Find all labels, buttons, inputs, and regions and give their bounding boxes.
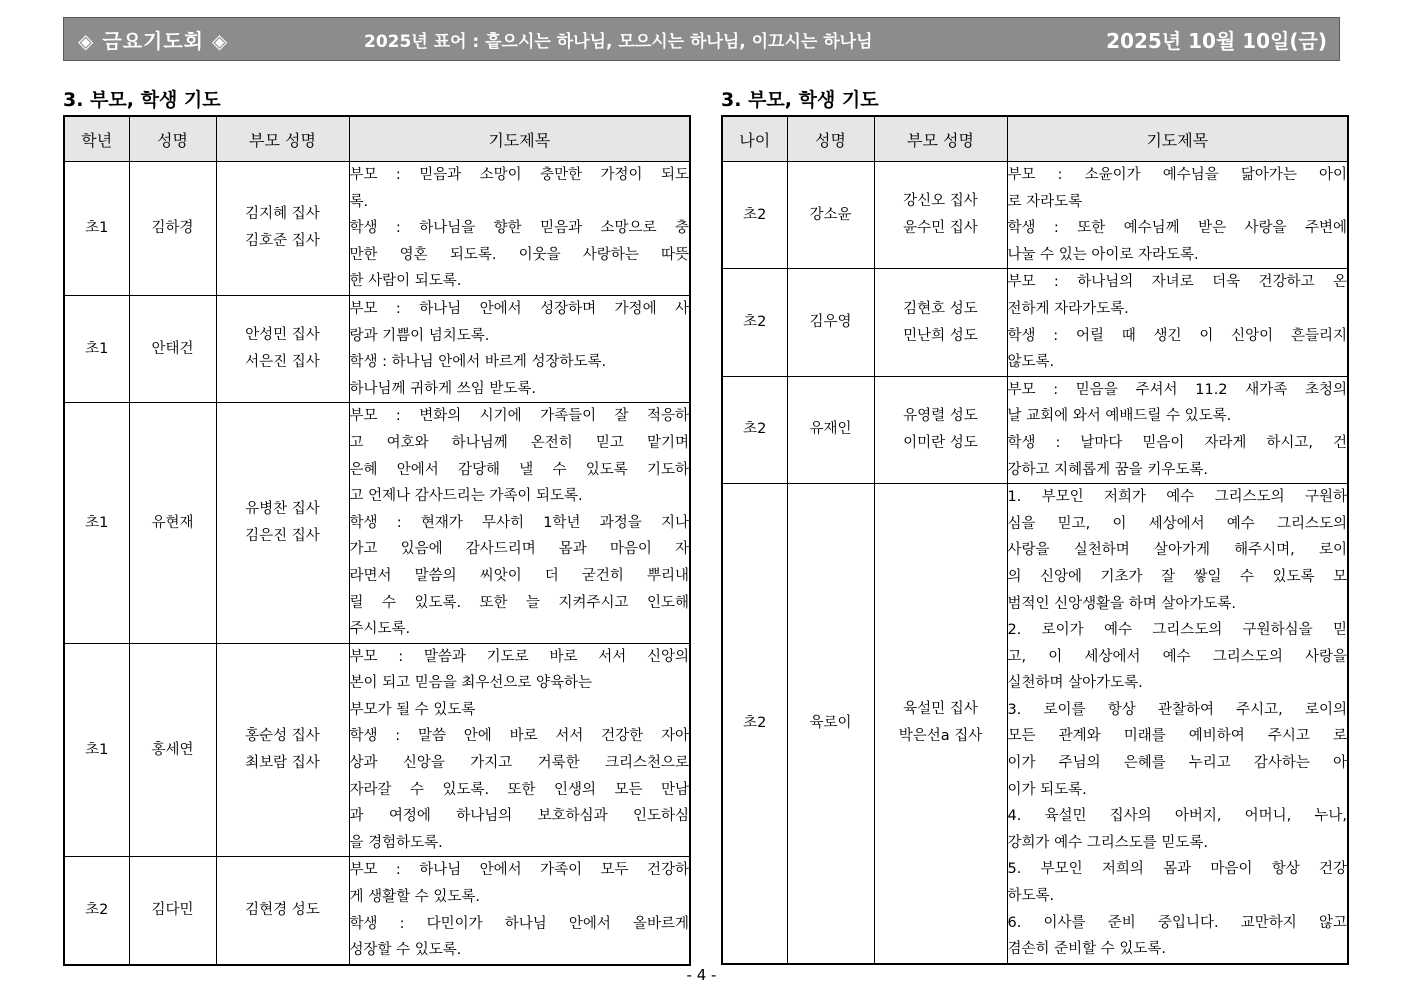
cell-name: 김다민: [129, 857, 216, 965]
cell-name: 육로이: [787, 484, 874, 964]
header-title: ◈ 금요기도회 ◈: [78, 28, 229, 53]
prayer-line: 2. 로이가 예수 그리스도의 구원하심을 믿: [1007, 622, 1347, 639]
right-section-title: 3. 부모, 학생 기도: [721, 89, 879, 111]
cell-name: 김하경: [129, 162, 216, 296]
table-row: [64, 857, 690, 965]
cell-name: 유재인: [787, 376, 874, 483]
prayer-line: 학생 : 다민이가 하나님 안에서 올바르게: [349, 915, 689, 932]
cell-prayer: [349, 162, 690, 296]
prayer-line: 과 여정에 하나님의 보호하심과 인도하심: [349, 808, 689, 825]
prayer-line: 자라갈 수 있도록. 또한 인생의 모든 만남: [349, 781, 689, 798]
prayer-line: 전하게 자라가도록.: [1007, 300, 1129, 317]
cell-grade: 초1: [64, 643, 129, 857]
parent-name: 이미란 성도: [903, 434, 978, 451]
parent-name: 서은진 집사: [245, 354, 320, 371]
prayer-line: 로 자라도록: [1007, 193, 1083, 210]
column-header-parents: 부모 성명: [874, 116, 1007, 162]
prayer-line: 한 사람이 되도록.: [349, 273, 462, 290]
cell-parents: [874, 376, 1007, 483]
prayer-line: 3. 로이를 항상 관찰하여 주시고, 로이의: [1007, 701, 1347, 718]
prayer-line: 게 생활할 수 있도록.: [349, 889, 480, 906]
prayer-line: 학생 : 하나님 안에서 바르게 성장하도록.: [349, 354, 607, 371]
prayer-line: 본이 되고 믿음을 최우선으로 양육하는: [349, 675, 593, 692]
prayer-line: 하나님께 귀하게 쓰임 받도록.: [349, 380, 537, 397]
table-row: [722, 162, 1348, 269]
prayer-line: 부모 : 변화의 시기에 가족들이 잘 적응하: [349, 408, 689, 425]
cell-prayer: [349, 643, 690, 857]
cell-grade: 초2: [722, 484, 787, 964]
prayer-line: 부모가 될 수 있도록: [349, 701, 476, 718]
prayer-line: 학생 : 어릴 때 생긴 이 신앙이 흔들리지: [1007, 327, 1347, 344]
parent-name: 박은선a 집사: [898, 728, 983, 745]
prayer-line: 않도록.: [1007, 354, 1055, 371]
prayer-line: 부모 : 하나님 안에서 가족이 모두 건강하: [349, 862, 689, 879]
cell-parents: [216, 403, 349, 643]
prayer-line: 6. 이사를 준비 중입니다. 교만하지 않고: [1007, 914, 1347, 931]
cell-prayer: [1007, 269, 1348, 376]
cell-parents: [874, 162, 1007, 269]
cell-grade: 초2: [64, 857, 129, 965]
prayer-line: 1. 부모인 저희가 예수 그리스도의 구원하: [1007, 489, 1347, 506]
table-row: [722, 269, 1348, 376]
prayer-line: 하도록.: [1007, 888, 1055, 905]
cell-name: 강소윤: [787, 162, 874, 269]
header-bar: [63, 17, 1340, 61]
cell-parents: [216, 295, 349, 402]
prayer-line: 랑과 기쁨이 넘치도록.: [349, 327, 490, 344]
header-motto: 2025년 표어 : 흩으시는 하나님, 모으시는 하나님, 이끄시는 하나님: [364, 31, 873, 52]
prayer-line: 부모 : 하나님 안에서 성장하며 가정에 사: [349, 300, 689, 317]
prayer-line: 학생 : 말씀 안에 바로 서서 건강한 자아: [349, 728, 689, 745]
parent-name: 민난희 성도: [903, 327, 978, 344]
prayer-line: 부모 : 믿음과 소망이 충만한 가정이 되도: [349, 167, 689, 183]
table-row: [64, 643, 690, 857]
prayer-line: 실천하며 살아가도록.: [1007, 675, 1143, 692]
cell-name: 안태건: [129, 295, 216, 402]
cell-grade: 초1: [64, 295, 129, 402]
prayer-line: 심을 믿고, 이 세상에서 예수 그리스도의: [1007, 515, 1347, 532]
parent-name: 강신오 집사: [903, 193, 978, 210]
prayer-line: 고 여호와 하나님께 온전히 믿고 맡기며: [349, 434, 689, 451]
page-number: - 4 -: [686, 966, 717, 984]
parent-name: 김현호 성도: [903, 300, 978, 317]
cell-name: 김우영: [787, 269, 874, 376]
table-header-row: [64, 116, 690, 162]
cell-grade: 초2: [722, 376, 787, 483]
column-header-prayer: 기도제목: [349, 116, 690, 162]
prayer-line: 학생 : 날마다 믿음이 자라게 하시고, 건: [1007, 434, 1347, 451]
parent-name: 홍순성 집사: [245, 728, 320, 745]
table-row: [64, 295, 690, 402]
cell-parents: [216, 643, 349, 857]
cell-name: 홍세연: [129, 643, 216, 857]
parent-name: 윤수민 집사: [903, 220, 978, 237]
prayer-line: 성장할 수 있도록.: [349, 942, 462, 959]
column-header-grade: 학년: [64, 116, 129, 162]
prayer-line: 을 경험하도록.: [349, 834, 443, 851]
prayer-line: 라면서 말씀의 씨앗이 더 굳건히 뿌리내: [349, 567, 689, 584]
header-date: 2025년 10월 10일(금): [1106, 28, 1327, 53]
prayer-line: 부모 : 하나님의 자녀로 더욱 건강하고 온: [1007, 274, 1347, 291]
cell-grade: 초1: [64, 403, 129, 643]
cell-parents: [874, 269, 1007, 376]
prayer-line: 학생 : 현재가 무사히 1학년 과정을 지나: [349, 514, 689, 531]
cell-grade: 초1: [64, 162, 129, 296]
cell-parents: [216, 857, 349, 965]
column-header-parents: 부모 성명: [216, 116, 349, 162]
left-section-title: 3. 부모, 학생 기도: [63, 89, 221, 111]
prayer-line: 학생 : 하나님을 향한 믿음과 소망으로 충: [349, 220, 689, 237]
prayer-line: 날 교회에 와서 예배드릴 수 있도록.: [1007, 408, 1232, 425]
prayer-line: 록.: [349, 193, 369, 210]
cell-prayer: [1007, 484, 1348, 964]
prayer-line: 릴 수 있도록. 또한 늘 지켜주시고 인도해: [349, 594, 689, 611]
prayer-line: 학생 : 또한 예수님께 받은 사랑을 주변에: [1007, 220, 1347, 237]
cell-prayer: [349, 857, 690, 965]
prayer-line: 만한 영혼 되도록. 이웃을 사랑하는 따뜻: [349, 246, 689, 263]
column-header-age: 나이: [722, 116, 787, 162]
prayer-line: 범적인 신앙생활을 하며 살아가도록.: [1007, 595, 1237, 612]
cell-grade: 초2: [722, 269, 787, 376]
cell-prayer: [1007, 162, 1348, 269]
parent-name: 김지혜 집사: [245, 206, 320, 223]
cell-parents: [874, 484, 1007, 964]
prayer-line: 의 신앙에 기초가 잘 쌓일 수 있도록 모: [1007, 568, 1347, 585]
prayer-line: 이가 주님의 은혜를 누리고 감사하는 아: [1007, 755, 1347, 772]
prayer-line: 이가 되도록.: [1007, 781, 1087, 798]
parent-name: 유영렬 성도: [903, 407, 978, 424]
parent-name: 김은진 집사: [245, 528, 320, 545]
prayer-line: 강희가 예수 그리스도를 믿도록.: [1007, 834, 1209, 851]
parent-name: 육설민 집사: [903, 701, 978, 718]
cell-grade: 초2: [722, 162, 787, 269]
prayer-line: 5. 부모인 저희의 몸과 마음이 항상 건강: [1007, 861, 1347, 878]
parent-name: 김호준 집사: [245, 233, 320, 250]
left-prayer-table: [63, 115, 691, 966]
table-row: [722, 376, 1348, 483]
table-row: [64, 162, 690, 296]
prayer-line: 강하고 지혜롭게 꿈을 키우도록.: [1007, 461, 1209, 478]
cell-parents: [216, 162, 349, 296]
right-prayer-table: [721, 115, 1349, 965]
prayer-line: 겸손히 준비할 수 있도록.: [1007, 941, 1167, 958]
column-header-name: 성명: [129, 116, 216, 162]
prayer-line: 가고 있음에 감사드리며 몸과 마음이 자: [349, 541, 689, 558]
prayer-line: 부모 : 믿음을 주셔서 11.2 새가족 초청의: [1007, 381, 1347, 398]
cell-name: 유현재: [129, 403, 216, 643]
prayer-line: 모든 관계와 미래를 예비하여 주시고 로: [1007, 728, 1347, 745]
table-row: [64, 403, 690, 643]
cell-prayer: [349, 295, 690, 402]
prayer-line: 부모 : 소윤이가 예수님을 닮아가는 아이: [1007, 167, 1347, 183]
prayer-line: 부모 : 말씀과 기도로 바로 서서 신앙의: [349, 648, 689, 665]
parent-name: 최보람 집사: [245, 755, 320, 772]
column-header-name: 성명: [787, 116, 874, 162]
prayer-line: 4. 육설민 집사의 아버지, 어머니, 누나,: [1007, 808, 1347, 825]
column-header-prayer: 기도제목: [1007, 116, 1348, 162]
cell-prayer: [1007, 376, 1348, 483]
prayer-line: 사랑을 실천하며 살아가게 해주시며, 로이: [1007, 542, 1347, 559]
prayer-line: 은혜 안에서 감당해 낼 수 있도록 기도하: [349, 461, 689, 478]
parent-name: 안성민 집사: [245, 327, 320, 344]
cell-prayer: [349, 403, 690, 643]
table-header-row: [722, 116, 1348, 162]
prayer-line: 고, 이 세상에서 예수 그리스도의 사랑을: [1007, 648, 1347, 665]
parent-name: 김현경 성도: [245, 902, 320, 919]
prayer-line: 상과 신앙을 가지고 거룩한 크리스천으로: [349, 755, 689, 772]
prayer-line: 나눌 수 있는 아이로 자라도록.: [1007, 246, 1199, 263]
prayer-line: 고 언제나 감사드리는 가족이 되도록.: [349, 488, 583, 505]
table-row: [722, 484, 1348, 964]
parent-name: 유병찬 집사: [245, 501, 320, 518]
prayer-line: 주시도록.: [349, 621, 411, 638]
